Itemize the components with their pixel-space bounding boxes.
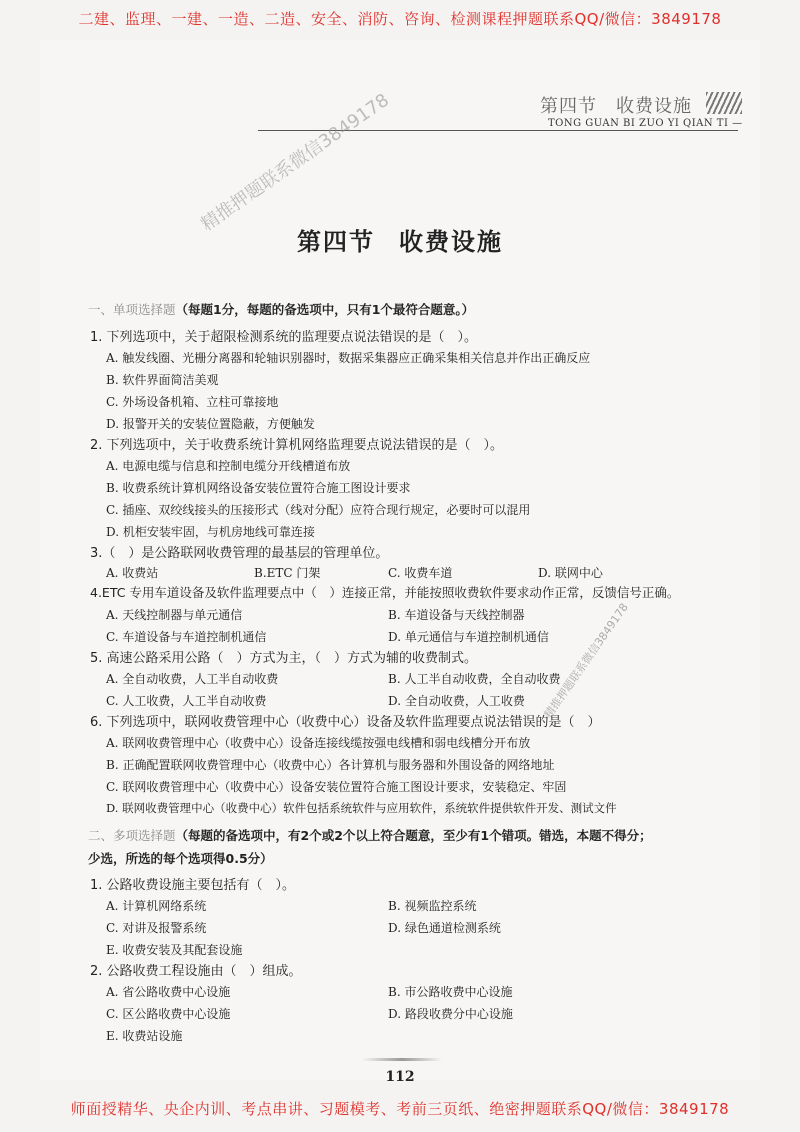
question-stem: 5. 高速公路采用公路（ ）方式为主，（ ）方式为辅的收费制式。 — [90, 651, 478, 666]
option: C. 收费车道 — [388, 566, 453, 580]
option: D. 联网中心 — [538, 566, 603, 580]
option: A. 联网收费管理中心（收费中心）设备连接线缆按强电线槽和弱电线槽分开布放 — [106, 736, 531, 750]
title-section-number: 第四节 — [297, 227, 375, 256]
option: A. 省公路收费中心设施 — [106, 985, 231, 999]
option: D. 报警开关的安装位置隐蔽，方便触发 — [106, 417, 315, 431]
option: D. 联网收费管理中心（收费中心）软件包括系统软件与应用软件，系统软件提供软件开发、测试文件 — [106, 801, 617, 815]
page-number-decoration — [362, 1058, 442, 1061]
option: B. 市公路收费中心设施 — [388, 985, 513, 999]
running-header-pinyin: TONG GUAN BI ZUO YI QIAN TI — — [548, 118, 743, 129]
option: C. 人工收费，人工半自动收费 — [106, 694, 267, 708]
option: D. 机柜安装牢固，与机房地线可靠连接 — [106, 525, 315, 539]
title-section-name: 收费设施 — [399, 227, 503, 256]
bottom-promo-banner: 师面授精华、央企内训、考点串讲、习题模考、考前三页纸、绝密押题联系QQ/微信：3849178 — [70, 1100, 730, 1118]
option: C. 车道设备与车道控制机通信 — [106, 630, 267, 644]
watermark-main: 精推押题联系微信3849178 — [197, 89, 393, 236]
page-number: 112 — [385, 1069, 415, 1085]
option: B. 视频监控系统 — [388, 899, 477, 913]
question-stem: 2. 公路收费工程设施由（ ）组成。 — [90, 964, 302, 979]
option: A. 全自动收费，人工半自动收费 — [106, 672, 279, 686]
option: C. 外场设备机箱、立柱可靠接地 — [106, 395, 279, 409]
option: E. 收费站设施 — [106, 1029, 183, 1043]
section-instructions: （每题的备选项中，有2个或2个以上符合题意，至少有1个错项。错选，本题不得分； — [175, 828, 652, 843]
option: B. 人工半自动收费，全自动收费 — [388, 672, 561, 686]
question-stem: 1. 下列选项中，关于超限检测系统的监理要点说法错误的是（ ）。 — [90, 330, 478, 345]
option: A. 计算机网络系统 — [106, 899, 207, 913]
question-stem: 4.ETC 专用车道设备及软件监理要点中（ ）连接正常，并能按照收费软件要求动作正常，反馈信号正确。 — [90, 585, 680, 600]
section-single-choice-heading — [88, 300, 474, 318]
option: D. 路段收费分中心设施 — [388, 1007, 513, 1021]
option: D. 绿色通道检测系统 — [388, 921, 501, 935]
section-label: 一、单项选择题 — [88, 302, 176, 317]
option: C. 联网收费管理中心（收费中心）设备安装位置符合施工图设计要求，安装稳定、牢固 — [106, 780, 567, 794]
running-header-chapter: 第四节 收费设施 — [540, 96, 692, 117]
option: B. 收费系统计算机网络设备安装位置符合施工图设计要求 — [106, 481, 411, 495]
section-instructions-continued: 少选，所选的每个选项得0.5分） — [88, 851, 273, 866]
option: B.ETC 门架 — [254, 566, 321, 580]
section-instructions: （每题1分，每题的备选项中，只有1个最符合题意。） — [175, 302, 475, 317]
question-stem: 2. 下列选项中，关于收费系统计算机网络监理要点说法错误的是（ ）。 — [90, 438, 504, 453]
option: C. 对讲及报警系统 — [106, 921, 207, 935]
option: A. 天线控制器与单元通信 — [106, 608, 243, 622]
option: B. 软件界面简洁美观 — [106, 373, 219, 387]
question-stem: 6. 下列选项中，联网收费管理中心（收费中心）设备及软件监理要点说法错误的是（ ） — [90, 715, 601, 730]
question-stem: 3.（ ）是公路联网收费管理的最基层的管理单位。 — [90, 546, 389, 561]
watermark-small: 精推押题联系微信3849178 — [541, 600, 631, 721]
page-title — [0, 222, 800, 257]
option: D. 单元通信与车道控制机通信 — [388, 630, 549, 644]
option: E. 收费安装及其配套设施 — [106, 943, 243, 957]
header-stripes-decoration — [706, 92, 742, 114]
option: A. 电源电缆与信息和控制电缆分开线槽道布放 — [106, 459, 351, 473]
section-label: 二、多项选择题 — [88, 828, 176, 843]
option: C. 区公路收费中心设施 — [106, 1007, 231, 1021]
question-stem: 1. 公路收费设施主要包括有（ ）。 — [90, 878, 296, 893]
option: A. 收费站 — [106, 566, 159, 580]
section-multiple-choice-heading — [88, 826, 652, 844]
option: B. 车道设备与天线控制器 — [388, 608, 525, 622]
top-promo-banner: 二建、监理、一建、一造、二造、安全、消防、咨询、检测课程押题联系QQ/微信：3849178 — [78, 10, 722, 28]
option: B. 正确配置联网收费管理中心（收费中心）各计算机与服务器和外围设备的网络地址 — [106, 758, 555, 772]
option: A. 触发线圈、光栅分离器和轮轴识别器时，数据采集器应正确采集相关信息并作出正确反应 — [106, 351, 591, 365]
option: C. 插座、双绞线接头的压接形式（线对分配）应符合现行规定，必要时可以混用 — [106, 503, 531, 517]
option: D. 全自动收费，人工收费 — [388, 694, 525, 708]
